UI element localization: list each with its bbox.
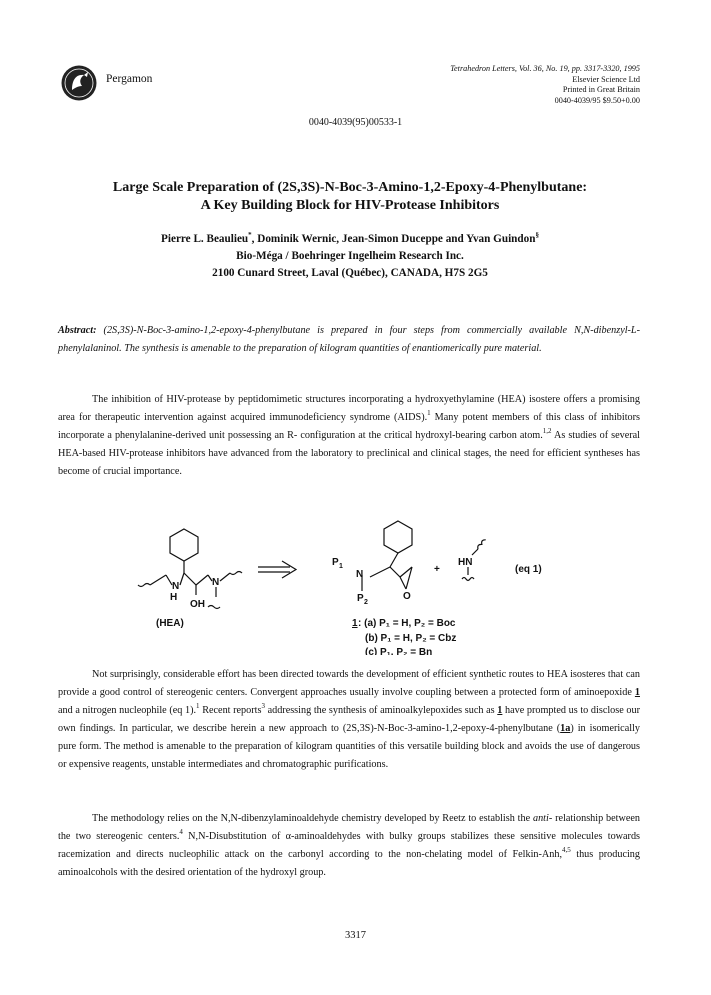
publisher-name: Pergamon (106, 73, 153, 85)
p2-text-a: Not surprisingly, considerable effort has been directed towards the development of efficient synthetic routes to HEA isosteres that can provide a good control of stereogenic centers. Convergent approaches usually involve coupling between a protected form of aminoepoxide (58, 669, 640, 698)
paragraph-2 (58, 666, 640, 774)
hea-h-label: H (170, 592, 178, 603)
p2-text-f: ) in isomerically pure form. The method is amenable to the preparation of kilogram quantities of this versatile building block and avoids the use of dangerous or expensive reagents, unstable intermediates and chromatographic purifications. (58, 723, 640, 770)
compound-ref: 1a (560, 723, 571, 734)
p1-sub-label: 1 (339, 563, 343, 570)
p2-sub-label: 2 (364, 599, 368, 606)
doi-code: 0040-4039(95)00533-1 (308, 117, 403, 128)
ref-mark: 4,5 (562, 846, 571, 854)
hn-label: HN (458, 557, 473, 568)
ref-mark: 1 (427, 409, 431, 417)
paragraph-3 (58, 810, 640, 882)
plus-sign: + (434, 564, 440, 575)
p2-label: P (357, 593, 364, 604)
anti-term: anti- (532, 813, 553, 824)
reaction-scheme (120, 515, 600, 655)
legend-line-a: : (a) P₁ = H, P₂ = Boc (358, 618, 456, 629)
p1-text-c: As studies of several HEA-based HIV-protease inhibitors have advanced from the laboratory to preclinical and clinical stages, the need for efficient syntheses has become of crucial importance. (58, 430, 640, 477)
first-author: Pierre L. Beaulieu (161, 233, 249, 245)
paper-title (60, 179, 640, 215)
p3-text-a: The methodology relies on the N,N-dibenzylaminoaldehyde chemistry developed by Reetz to establish the (92, 813, 533, 824)
journal-citation: Tetrahedron Letters, Vol. 36, No. 19, pp. 3317-3320, 1995 (450, 64, 640, 73)
compound-ref: 1 (634, 687, 640, 698)
epoxide-o-label: O (403, 591, 411, 602)
p2-text-c: Recent reports (199, 705, 262, 716)
author-block (60, 231, 640, 282)
ref-mark: 1,2 (542, 427, 552, 435)
author-names (60, 231, 640, 248)
hea-label: (HEA) (156, 618, 184, 629)
equation-number: (eq 1) (515, 564, 542, 575)
affiliation-2: 2100 Cunard Street, Laval (Québec), CANADA, H7S 2G5 (212, 267, 488, 279)
journal-printed: Printed in Great Britain (562, 85, 640, 95)
abstract-text: (2S,3S)-N-Boc-3-amino-1,2-epoxy-4-phenylbutane is prepared in four steps from commercially available N,N-dibenzyl-L-phenylalaninol. The synthesis is amenable to the preparation of kilogram quantities of enantiomerically pure material. (58, 325, 640, 354)
co-authors: , Dominik Wernic, Jean-Simon Duceppe and Yvan Guindon (251, 233, 536, 245)
ref-mark: 4 (179, 828, 183, 836)
section-mark: § (535, 231, 539, 239)
legend-line-b: (b) P₁ = H, P₂ = Cbz (365, 633, 457, 644)
scheme-drawing (120, 515, 600, 655)
p3-text-b: relationship between the two stereogenic centers. (58, 813, 640, 842)
ref-mark: 3 (261, 702, 265, 710)
affiliation-1: Bio-Méga / Boehringer Ingelheim Research Inc. (236, 250, 464, 262)
abstract-label: Abstract: (58, 325, 97, 336)
journal-publisher: Elsevier Science Ltd (572, 74, 640, 84)
title-line-2: A Key Building Block for HIV-Protease Inhibitors (200, 198, 500, 213)
title-line-1: Large Scale Preparation of (2S,3S)-N-Boc-3-Amino-1,2-Epoxy-4-Phenylbutane: (112, 180, 588, 195)
p2-text-b: and a nitrogen nucleophile (eq 1). (58, 705, 197, 716)
p1-text-a: The inhibition of HIV-protease by peptidomimetic structures incorporating a hydroxyethylamine (HEA) isostere offers a promising area for therapeutic intervention against acquired immunodeficiency syndrome (AIDS). (58, 394, 640, 423)
compound-number: 1 (352, 618, 358, 629)
ref-mark: 1 (196, 702, 200, 710)
p3-text-c: N,N-Disubstitution of α-aminoaldehydes with bulky groups stabilizes these sensitive molecules towards racemization and directs nucleophilic attack on the carbonyl according to the non-chelating model of Felkin-Anh, (58, 831, 640, 860)
p2-text-e: have prompted us to disclose our own findings. In particular, we describe herein a new approach to (2S,3S)-N-Boc-3-amino-1,2-epoxy-4-phenylbutane ( (58, 705, 640, 734)
compound-ref: 1 (497, 705, 503, 716)
p3-text-d: thus producing aminoalcohols with the desired orientation of the hydroxyl group. (58, 849, 640, 878)
paragraph-1 (58, 391, 640, 481)
legend-line-c: (c) P₁, P₂ = Bn (365, 647, 433, 655)
corresponding-mark: * (248, 231, 252, 239)
journal-price: 0040-4039/95 $9.50+0.00 (554, 95, 640, 105)
hea-n2-label: N (212, 577, 220, 588)
hea-oh-label: OH (190, 599, 205, 610)
hea-n1-label: N (172, 581, 180, 592)
epoxide-n-label: N (356, 569, 364, 580)
page-number: 3317 (345, 930, 366, 941)
journal-info (450, 64, 640, 106)
p1-text-b: Many potent members of this class of inhibitors incorporate a phenylalanine-derived unit possessing an R- configuration at the critical hydroxyl-bearing carbon atom. (58, 412, 640, 441)
abstract (58, 322, 640, 358)
p2-text-d: addressing the synthesis of aminoalkylepoxides such as (264, 705, 498, 716)
p1-label: P (332, 557, 339, 568)
pergamon-logo-icon (60, 64, 98, 102)
